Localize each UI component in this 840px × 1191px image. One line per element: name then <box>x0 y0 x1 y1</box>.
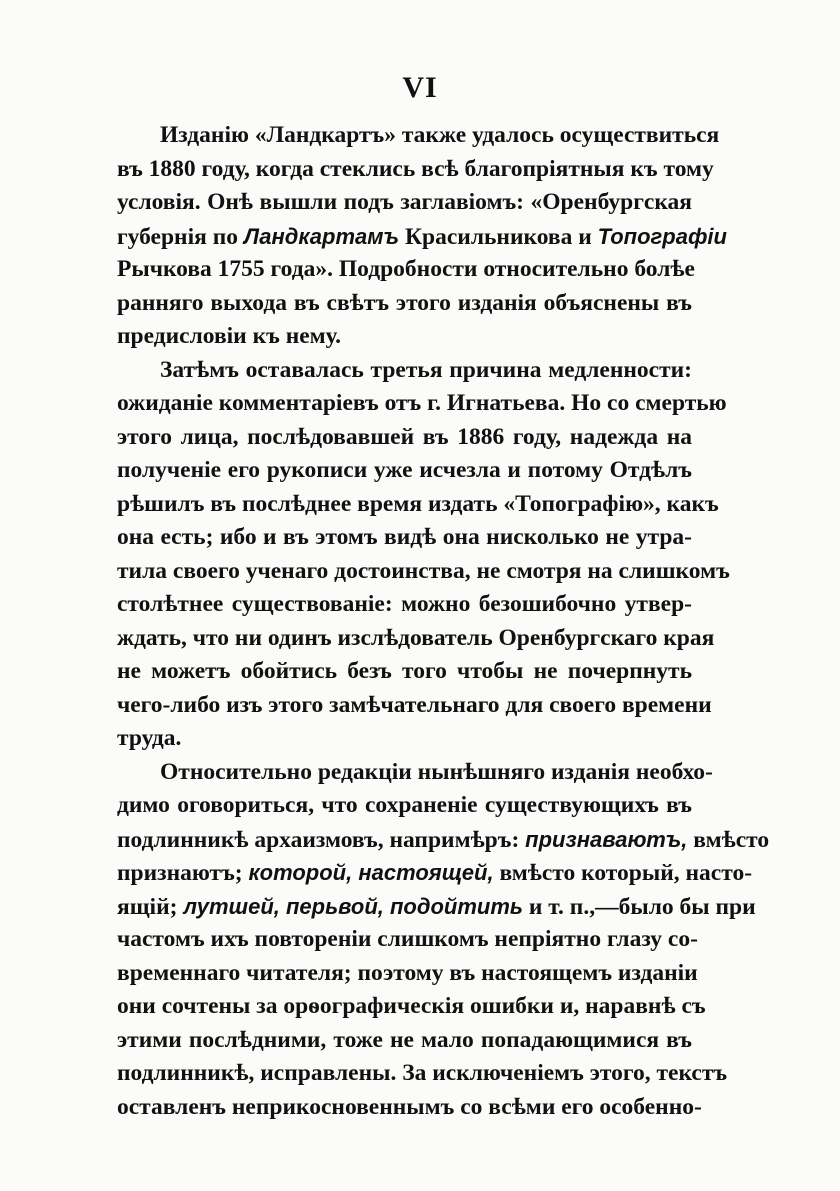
italic-term: Ландкартамъ <box>243 223 400 249</box>
text-run: этими послѣдними, тоже не мало попадающимися въ <box>117 1026 692 1053</box>
text-run: признаютъ; <box>117 860 249 886</box>
text-line <box>117 890 756 924</box>
text-run: тила своего ученаго достоинства, не смотря на слишкомъ <box>117 557 730 584</box>
text-line <box>117 923 698 957</box>
body-text <box>117 119 770 1124</box>
text-run: временнаго читателя; поэтому въ настоящемъ изданіи <box>117 959 698 986</box>
text-run: ящій; <box>117 893 184 920</box>
text-run: губернія по <box>117 223 244 250</box>
text-run: оставленъ неприкосновеннымъ со всѣми его особенно- <box>117 1093 702 1120</box>
italic-term: Топографіи <box>597 223 727 249</box>
italic-term: лутшей, перьвой, подойтить <box>183 893 523 919</box>
text-line <box>117 1091 702 1125</box>
text-line <box>117 186 692 220</box>
text-run: не можетъ обойтись безъ того чтобы не почерпнуть <box>117 658 692 684</box>
text-run: труда. <box>117 725 182 751</box>
text-line <box>117 588 692 622</box>
text-run: столѣтнее существованіе: можно безошибочно утвер- <box>117 591 692 617</box>
text-run: предисловіи къ нему. <box>117 323 341 349</box>
text-run: ожиданіе комментаріевъ отъ г. Игнатьева. Но со смертью <box>117 390 727 416</box>
italic-term: признаваютъ, <box>525 826 688 852</box>
text-line <box>117 655 692 689</box>
text-line <box>117 253 695 287</box>
text-run: въ 1880 году, когда стеклись всѣ благопріятныя къ тому <box>117 155 714 182</box>
text-run: этого лица, послѣдовавшей въ 1886 году, надежда на <box>117 423 692 450</box>
text-run: условія. Онѣ вышли подъ заглавіомъ: «Оренбургская <box>117 189 692 215</box>
text-run: вмѣсто который, насто- <box>493 860 753 886</box>
text-run: Относительно редакціи нынѣшняго изданія необхо- <box>160 758 713 785</box>
text-line <box>117 153 714 187</box>
text-line <box>117 555 730 589</box>
text-line <box>117 354 692 388</box>
text-run: димо оговориться, что сохраненіе существующихъ въ <box>117 792 692 818</box>
text-line <box>117 990 706 1024</box>
text-line <box>117 220 727 254</box>
text-run: и т. п.,—было бы при <box>522 893 756 920</box>
page-number: VI <box>402 71 438 104</box>
text-run: Изданію «Ландкартъ» также удалось осуществиться <box>160 122 720 148</box>
text-line <box>117 789 692 823</box>
text-line <box>117 689 712 723</box>
text-run: она есть; ибо и въ этомъ видѣ она нисколько не утра- <box>117 524 692 550</box>
text-run: ранняго выхода въ свѣтъ этого изданія объяснены въ <box>117 289 692 316</box>
text-line <box>117 320 692 354</box>
text-line <box>117 421 692 455</box>
text-line <box>117 488 719 522</box>
italic-term: которой, настоящей, <box>248 860 494 885</box>
text-run: Рычкова 1755 года». Подробности относительно болѣе <box>117 256 695 282</box>
text-run: рѣшилъ въ послѣднее время издать «Топографію», какъ <box>117 490 719 517</box>
text-line <box>117 521 692 555</box>
text-line <box>117 622 715 656</box>
text-line <box>117 119 720 153</box>
text-run: ждать, что ни одинъ изслѣдователь Оренбургскаго края <box>117 624 715 651</box>
text-run: подлинникѣ, исправлены. За исключеніемъ этого, текстъ <box>117 1060 728 1086</box>
text-run: чего-либо изъ этого замѣчательнаго для своего времени <box>117 691 712 718</box>
text-line <box>117 454 692 488</box>
text-line <box>117 1024 692 1058</box>
text-run: частомъ ихъ повтореніи слишкомъ непріятно глазу со- <box>117 926 698 952</box>
text-line <box>117 856 753 890</box>
text-line <box>117 287 692 321</box>
text-run: подлинникѣ архаизмовъ, напримѣръ: <box>117 826 526 853</box>
text-line <box>117 722 692 756</box>
text-line <box>117 387 727 421</box>
text-line <box>117 957 698 991</box>
text-run: они сочтены за орѳографическія ошибки и, наравнѣ съ <box>117 993 706 1019</box>
text-run: Затѣмъ оставалась третья причина медленности: <box>160 356 692 383</box>
text-run: полученіе его рукописи уже исчезла и потому Отдѣлъ <box>117 457 692 483</box>
text-line <box>117 823 770 857</box>
text-run: вмѣсто <box>687 826 770 853</box>
text-run: Красильникова и <box>399 223 598 250</box>
text-line <box>117 1057 728 1091</box>
text-line <box>117 756 713 790</box>
